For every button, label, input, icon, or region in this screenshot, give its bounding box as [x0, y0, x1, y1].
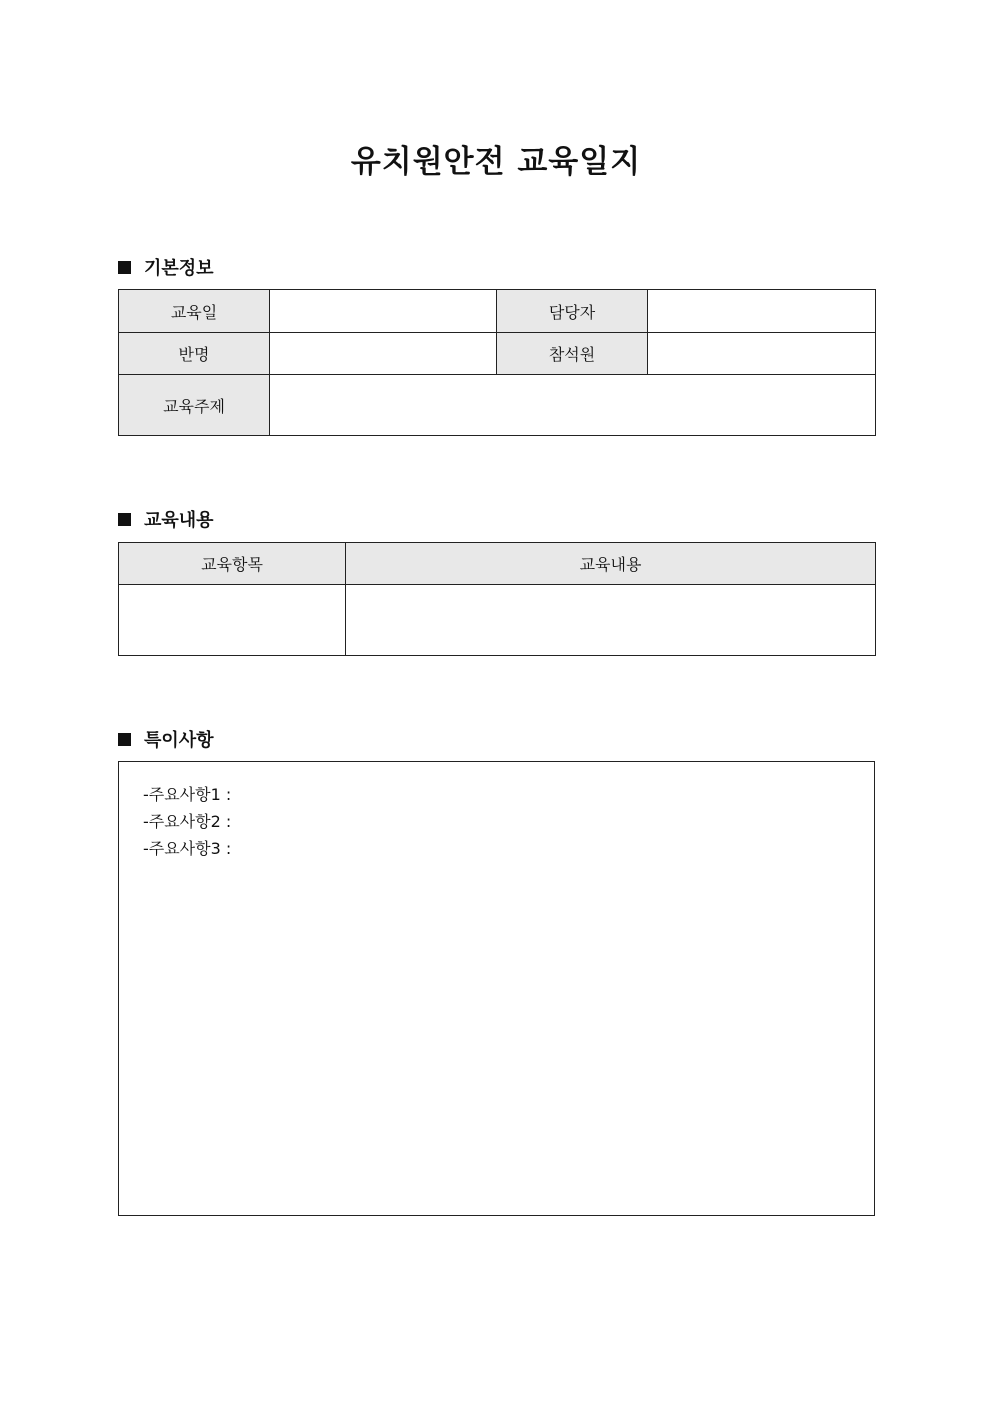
- label-attendees: 참석원: [497, 333, 648, 375]
- section-heading-basic-info: [118, 254, 214, 280]
- value-topic[interactable]: [270, 375, 876, 436]
- special-notes-box[interactable]: [118, 761, 875, 1216]
- note-line: -주요사항1 :: [143, 785, 232, 804]
- edu-content-table: [118, 542, 876, 656]
- square-bullet-icon: [118, 733, 131, 746]
- basic-info-table: [118, 289, 876, 436]
- page-title: 유치원안전 교육일지: [350, 144, 642, 180]
- value-class-name[interactable]: [270, 333, 497, 375]
- square-bullet-icon: [118, 513, 131, 526]
- column-header-edu-item: 교육항목: [119, 543, 346, 585]
- label-topic: 교육주제: [119, 375, 270, 436]
- value-teacher[interactable]: [648, 290, 876, 333]
- label-edu-date: 교육일: [119, 290, 270, 333]
- label-teacher: 담당자: [497, 290, 648, 333]
- value-edu-date[interactable]: [270, 290, 497, 333]
- note-line: -주요사항2 :: [143, 812, 232, 831]
- note-line: -주요사항3 :: [143, 839, 232, 858]
- section-heading-edu-content: [118, 506, 214, 532]
- section-heading-label: 기본정보: [144, 258, 214, 279]
- cell-edu-content[interactable]: [346, 585, 876, 656]
- table-row: [119, 585, 876, 656]
- label-class-name: 반명: [119, 333, 270, 375]
- section-heading-label: 교육내용: [144, 510, 214, 531]
- square-bullet-icon: [118, 261, 131, 274]
- cell-edu-item[interactable]: [119, 585, 346, 656]
- section-heading-label: 특이사항: [144, 730, 214, 751]
- section-heading-special-notes: [118, 726, 214, 752]
- column-header-edu-content: 교육내용: [346, 543, 876, 585]
- value-attendees[interactable]: [648, 333, 876, 375]
